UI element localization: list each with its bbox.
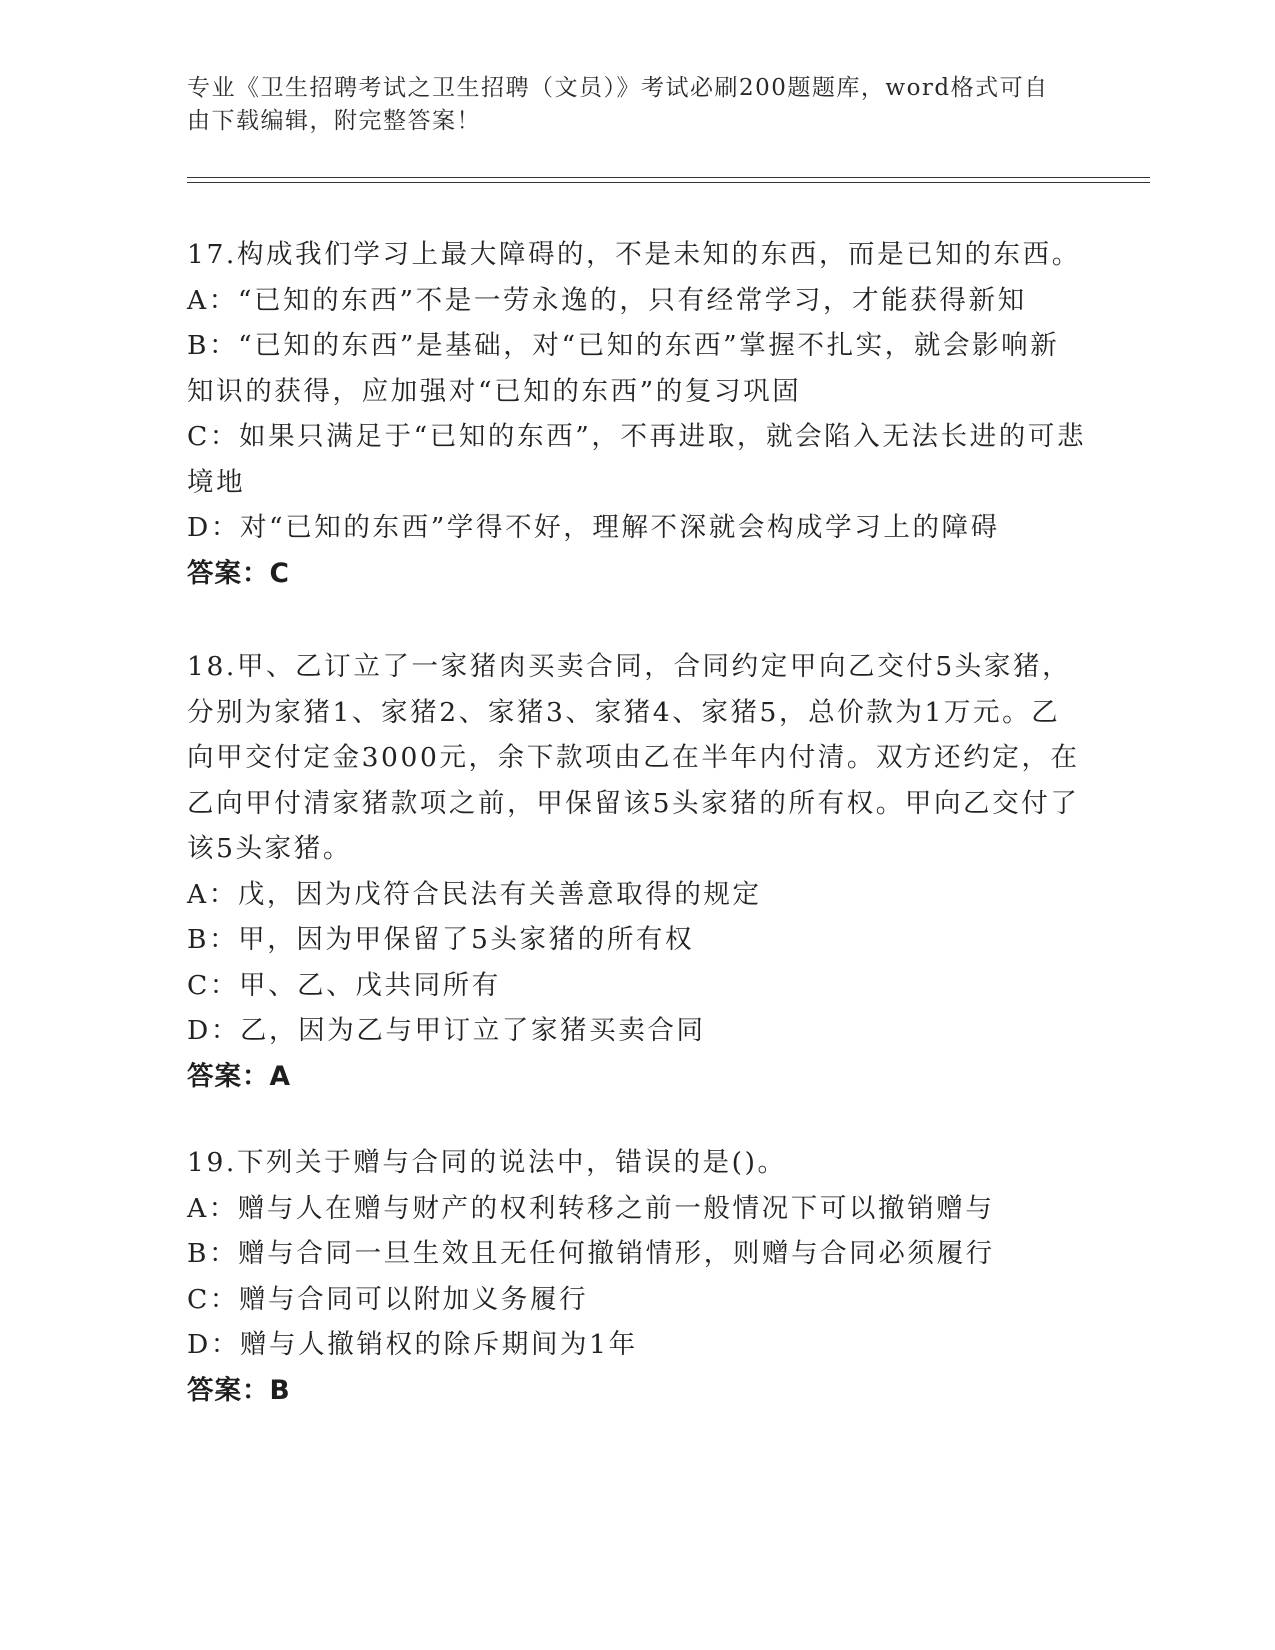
option-a: A：“已知的东西”不是一劳永逸的，只有经常学习，才能获得新知 [187, 284, 1027, 316]
option-d: D：乙，因为乙与甲订立了家猪买卖合同 [187, 1015, 706, 1046]
option-c: C：如果只满足于“已知的东西”，不再进取，就会陷入无法长进的可悲境地 [187, 421, 1087, 498]
option-c: C：赠与合同可以附加义务履行 [187, 1283, 589, 1315]
option-b: B：“已知的东西”是基础，对“已知的东西”掌握不扎实，就会影响新知识的获得，应加强对“已知的东西”的复习巩固 [187, 330, 1060, 407]
answer-label: 答案：A [187, 1060, 292, 1092]
option-d: D：对“已知的东西”学得不好，理解不深就会构成学习上的障碍 [187, 512, 1000, 543]
header-divider-bottom [187, 182, 1150, 183]
answer-label: 答案：C [187, 557, 290, 589]
header-divider-top [187, 177, 1150, 178]
option-b: B：赠与合同一旦生效且无任何撤销情形，则赠与合同必须履行 [187, 1238, 995, 1269]
option-c: C：甲、乙、戊共同所有 [187, 969, 501, 1001]
question-stem: 17.构成我们学习上最大障碍的，不是未知的东西，而是已知的东西。 [187, 239, 1081, 270]
header-line-2: 由下载编辑，附完整答案！ [187, 108, 481, 134]
question-17 [187, 232, 1087, 596]
question-18 [187, 644, 1087, 1099]
question-stem: 19.下列关于赠与合同的说法中，错误的是()。 [187, 1147, 787, 1178]
option-d: D：赠与人撤销权的除斥期间为1年 [187, 1329, 638, 1360]
question-stem: 18.甲、乙订立了一家猪肉买卖合同，合同约定甲向乙交付5头家猪，分别为家猪1、家猪2、家猪3、家猪4、家猪5，总价款为1万元。乙向甲交付定金3000元，余下款项由乙在半年内付清。双方还约定，在乙向甲付清家猪款项之前，甲保留该5头家猪的所有权。甲向乙交付了该5头家猪。 [187, 651, 1080, 864]
option-b: B：甲，因为甲保留了5头家猪的所有权 [187, 924, 695, 955]
header-line-1: 专业《卫生招聘考试之卫生招聘（文员）》考试必刷200题题库，word格式可自 [187, 75, 1049, 101]
option-a: A：戊，因为戊符合民法有关善意取得的规定 [187, 878, 762, 910]
option-a: A：赠与人在赠与财产的权利转移之前一般情况下可以撤销赠与 [187, 1192, 995, 1224]
document-header [187, 72, 1067, 138]
answer-label: 答案：B [187, 1374, 291, 1406]
question-19 [187, 1140, 1087, 1413]
